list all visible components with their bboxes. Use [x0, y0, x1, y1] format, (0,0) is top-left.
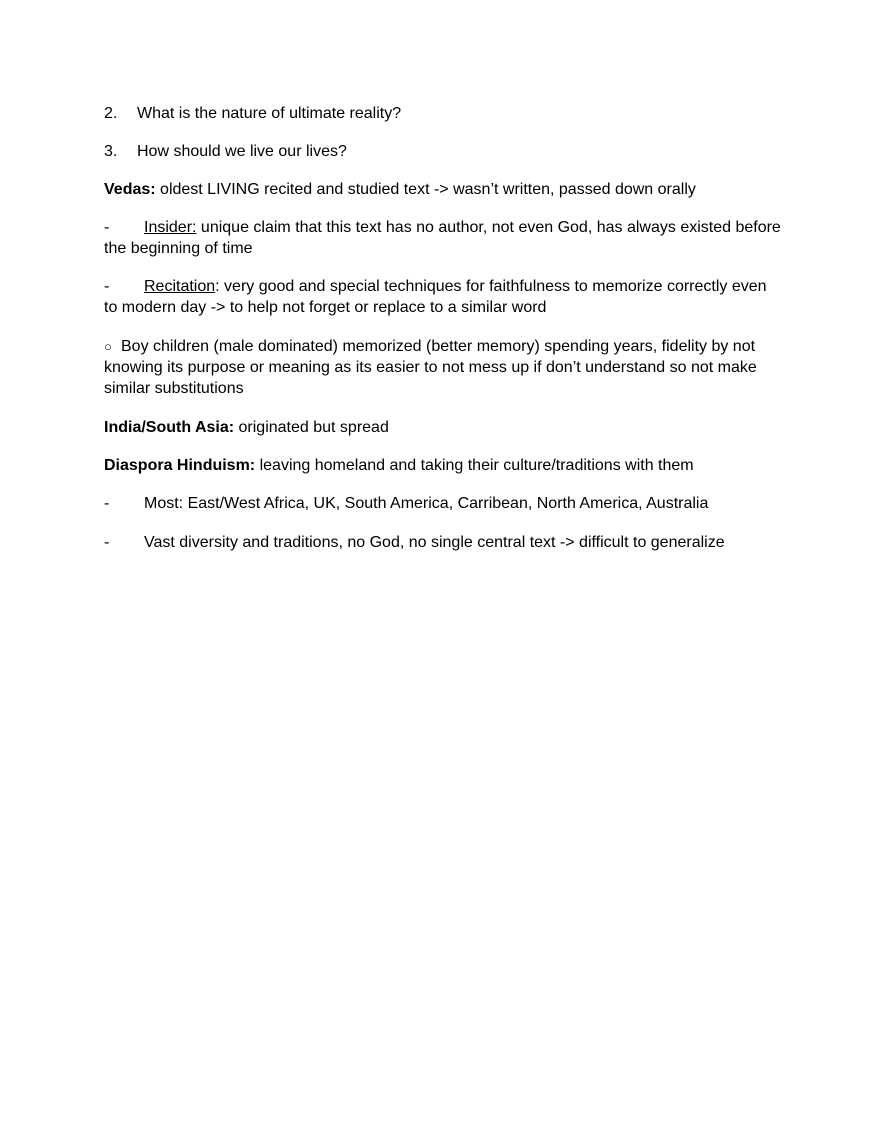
question-number: 2. [104, 105, 118, 122]
question-2 [104, 103, 784, 124]
diaspora-point-most [104, 493, 784, 514]
vedas-text: oldest LIVING recited and studied text -> wasn’t written, passed down orally [155, 181, 696, 198]
india-text: originated but spread [234, 419, 389, 436]
diaspora-point-text: Most: East/West Africa, UK, South America, Carribean, North America, Australia [144, 495, 709, 512]
question-text: What is the nature of ultimate reality? [137, 105, 402, 122]
diaspora-paragraph [104, 455, 784, 476]
hollow-bullet-icon: ○ [104, 339, 112, 354]
insider-text: unique claim that this text has no author, not even God, has always existed before the beginning of time [104, 219, 781, 257]
diaspora-point-diversity [104, 532, 784, 553]
recitation-term: Recitation [144, 278, 216, 295]
question-3 [104, 141, 784, 162]
dash-marker: - [104, 219, 110, 236]
recitation-text: : very good and special techniques for faithfulness to memorize correctly even to modern day -> to help not forget or replace to a similar word [104, 278, 767, 316]
question-number: 3. [104, 143, 118, 160]
dash-marker: - [104, 534, 110, 551]
diaspora-term: Diaspora Hinduism: [104, 457, 256, 474]
dash-marker: - [104, 278, 110, 295]
recitation-paragraph [104, 276, 784, 318]
children-text: Boy children (male dominated) memorized (better memory) spending years, fidelity by not knowing its purpose or meaning as its easier to not mess up if don’t understand so not make similar substitutions [104, 338, 757, 397]
india-paragraph [104, 417, 784, 438]
dash-marker: - [104, 495, 110, 512]
vedas-paragraph [104, 179, 784, 200]
vedas-term: Vedas: [104, 181, 156, 198]
question-text: How should we live our lives? [137, 143, 347, 160]
diaspora-text: leaving homeland and taking their culture/traditions with them [255, 457, 694, 474]
insider-term: Insider: [144, 219, 197, 236]
insider-paragraph [104, 217, 784, 259]
children-paragraph [104, 336, 764, 399]
diaspora-point-text: Vast diversity and traditions, no God, no single central text -> difficult to generalize [144, 534, 725, 551]
india-term: India/South Asia: [104, 419, 235, 436]
